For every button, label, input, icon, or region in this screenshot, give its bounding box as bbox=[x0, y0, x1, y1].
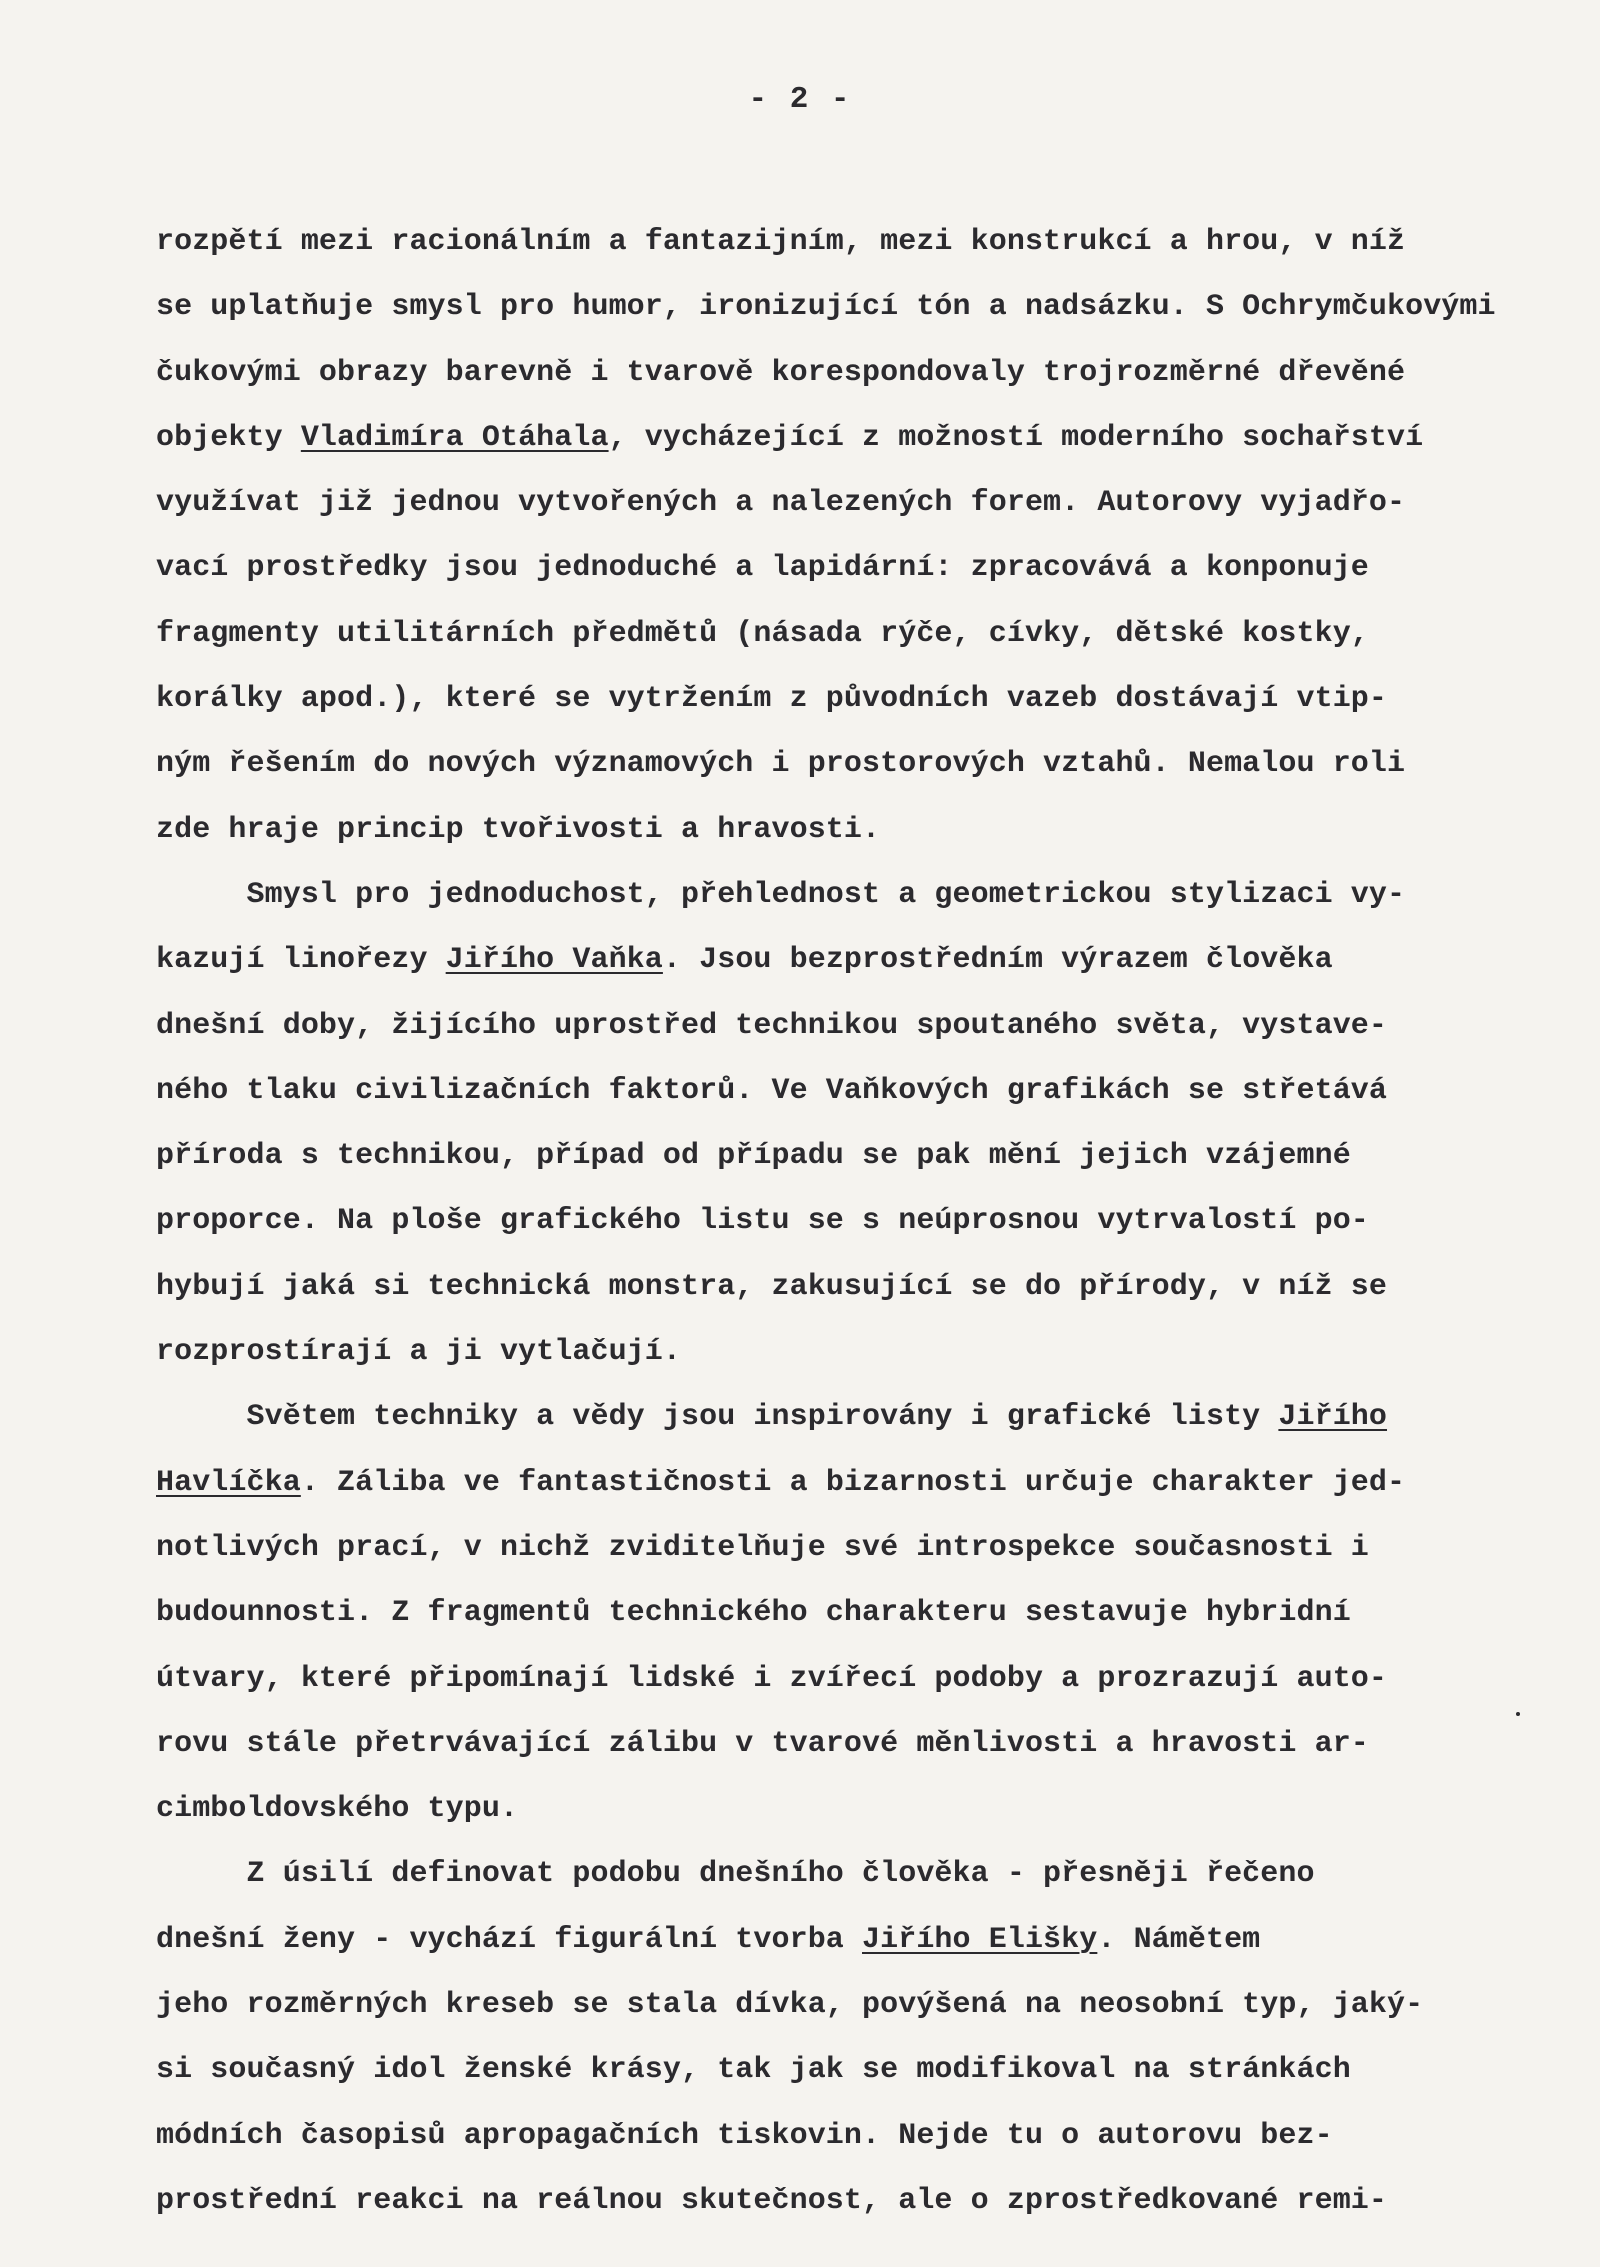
text-line bbox=[156, 1320, 1556, 1385]
text-line bbox=[156, 994, 1556, 1059]
text-segment: objekty bbox=[156, 420, 301, 455]
text-segment: módních časopisů apropagačních tiskovin. Nejde tu o autorovu bez- bbox=[156, 2118, 1333, 2153]
text-segment: . Záliba ve fantastičnosti a bizarnosti určuje charakter jed- bbox=[300, 1465, 1406, 1500]
text-line bbox=[156, 1516, 1556, 1581]
text-line bbox=[156, 275, 1556, 340]
text-line bbox=[156, 471, 1556, 536]
text-line bbox=[156, 1451, 1556, 1516]
text-segment: Smysl pro jednoduchost, přehlednost a geometrickou stylizaci vy- bbox=[156, 877, 1406, 912]
text-segment: budounnosti. Z fragmentů technického charakteru sestavuje hybridní bbox=[156, 1596, 1351, 1631]
text-line bbox=[156, 210, 1556, 275]
text-segment: . Jsou bezprostředním výrazem člověka bbox=[662, 943, 1333, 978]
text-segment: se uplatňuje smysl pro humor, ironizující tón a nadsázku. S Ochrymčukovými bbox=[156, 290, 1496, 325]
text-line bbox=[156, 1973, 1556, 2038]
text-segment: využívat již jednou vytvořených a nalezených forem. Autorovy vyjadřo- bbox=[156, 486, 1406, 521]
text-segment: notlivých prací, v nichž zviditelňuje své introspekce současnosti i bbox=[156, 1530, 1369, 1565]
text-line bbox=[156, 1908, 1556, 1973]
text-line bbox=[156, 1255, 1556, 1320]
text-segment: fragmenty utilitárních předmětů (násada rýče, cívky, dětské kostky, bbox=[156, 616, 1369, 651]
underlined-name: Jiřího bbox=[1278, 1400, 1388, 1435]
text-line bbox=[156, 928, 1556, 993]
text-segment: vací prostředky jsou jednoduché a lapidární: zpracovává a konponuje bbox=[156, 551, 1369, 586]
text-line bbox=[156, 1059, 1556, 1124]
underlined-name: Jiřího Vaňka bbox=[445, 943, 663, 978]
text-line bbox=[156, 1777, 1556, 1842]
text-line bbox=[156, 2038, 1556, 2103]
text-segment: korálky apod.), které se vytržením z původních vazeb dostávají vtip- bbox=[156, 682, 1387, 717]
text-segment: čukovými obrazy barevně i tvarově korespondovaly trojrozměrné dřevěné bbox=[156, 355, 1406, 390]
text-line bbox=[156, 1189, 1556, 1254]
text-line bbox=[156, 1581, 1556, 1646]
underlined-name: Vladimíra Otáhala bbox=[300, 420, 609, 455]
text-segment: prostřední reakci na reálnou skutečnost, ale o zprostředkované remi- bbox=[156, 2183, 1387, 2218]
text-line bbox=[156, 1385, 1556, 1450]
text-segment: příroda s technikou, případ od případu se pak mění jejich vzájemné bbox=[156, 1139, 1351, 1174]
text-line bbox=[156, 667, 1556, 732]
text-segment: útvary, které připomínají lidské i zvířecí podoby a prozrazují auto- bbox=[156, 1661, 1387, 1696]
text-segment: proporce. Na ploše grafického listu se s neúprosnou vytrvalostí po- bbox=[156, 1204, 1369, 1239]
text-segment: rozprostírají a ji vytlačují. bbox=[156, 1335, 681, 1370]
text-segment: jeho rozměrných kreseb se stala dívka, povýšená na neosobní typ, jaký- bbox=[156, 1988, 1424, 2023]
text-line bbox=[156, 1842, 1556, 1907]
text-line bbox=[156, 1712, 1556, 1777]
text-segment: ným řešením do nových významových i prostorových vztahů. Nemalou roli bbox=[156, 747, 1406, 782]
text-line bbox=[156, 406, 1556, 471]
text-line bbox=[156, 1647, 1556, 1712]
text-segment: ného tlaku civilizačních faktorů. Ve Vaňkových grafikách se střetává bbox=[156, 1073, 1387, 1108]
text-line bbox=[156, 2104, 1556, 2169]
text-segment: si současný idol ženské krásy, tak jak se modifikoval na stránkách bbox=[156, 2053, 1351, 2088]
body-text bbox=[156, 210, 1556, 2234]
stray-mark bbox=[1516, 1712, 1520, 1716]
text-line bbox=[156, 536, 1556, 601]
text-segment: rovu stále přetrvávající zálibu v tvarové měnlivosti a hravosti ar- bbox=[156, 1726, 1369, 1761]
text-line bbox=[156, 732, 1556, 797]
text-segment: dnešní doby, žijícího uprostřed technikou spoutaného světa, vystave- bbox=[156, 1008, 1387, 1043]
text-line bbox=[156, 863, 1556, 928]
text-segment: . Námětem bbox=[1097, 1922, 1261, 1957]
text-line bbox=[156, 2169, 1556, 2234]
text-segment: cimboldovského typu. bbox=[156, 1792, 519, 1827]
text-segment: rozpětí mezi racionálním a fantazijním, mezi konstrukcí a hrou, v níž bbox=[156, 225, 1406, 259]
underlined-name: Jiřího Elišky bbox=[862, 1922, 1098, 1957]
text-segment: zde hraje princip tvořivosti a hravosti. bbox=[156, 812, 881, 847]
text-segment: dnešní ženy - vychází figurální tvorba bbox=[156, 1922, 863, 1957]
text-line bbox=[156, 602, 1556, 667]
text-line bbox=[156, 798, 1556, 863]
text-segment: hybují jaká si technická monstra, zakusující se do přírody, v níž se bbox=[156, 1269, 1387, 1304]
text-segment: kazují linořezy bbox=[156, 943, 446, 978]
text-segment: Z úsilí definovat podobu dnešního člověka - přesněji řečeno bbox=[156, 1857, 1315, 1892]
text-segment: , vycházející z možností moderního sochařství bbox=[608, 420, 1424, 455]
text-segment: Světem techniky a vědy jsou inspirovány i grafické listy bbox=[156, 1400, 1279, 1435]
page-number: - 2 - bbox=[748, 82, 852, 117]
text-line bbox=[156, 341, 1556, 406]
text-line bbox=[156, 1124, 1556, 1189]
underlined-name: Havlíčka bbox=[156, 1465, 301, 1500]
